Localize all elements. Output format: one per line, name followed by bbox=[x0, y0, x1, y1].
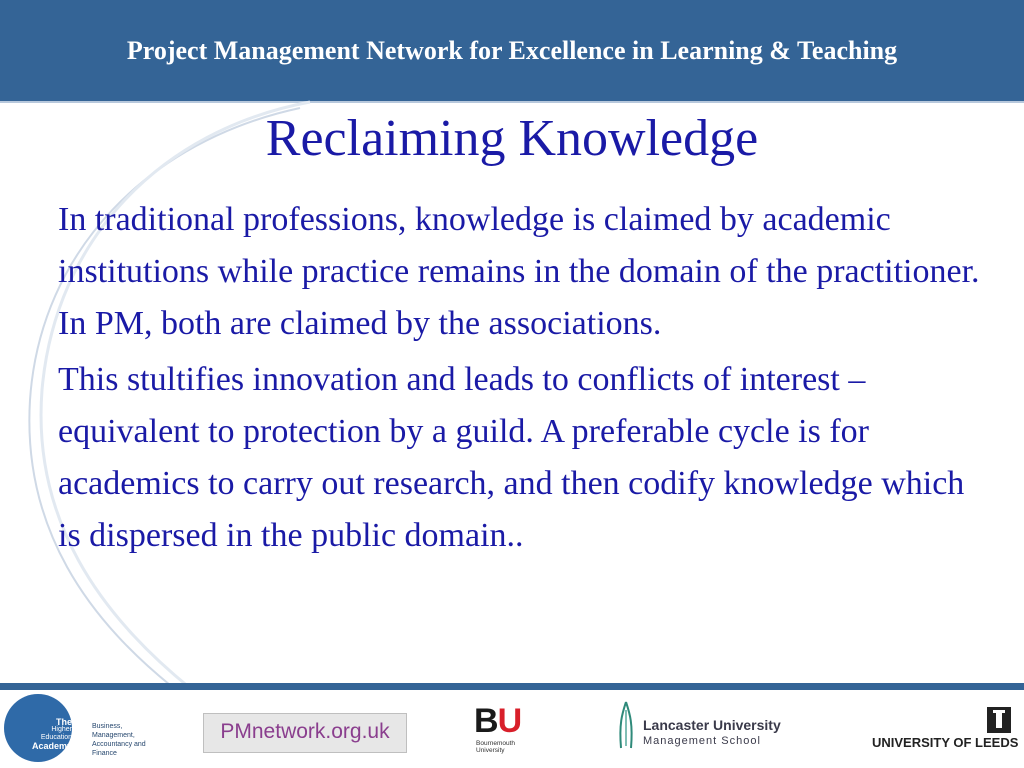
leeds-crest-icon bbox=[986, 706, 1012, 734]
subject-line: Finance bbox=[92, 750, 117, 757]
slide-title: Reclaiming Knowledge bbox=[265, 110, 759, 167]
lancaster-river-icon bbox=[613, 700, 639, 750]
subject-line: Accountancy and bbox=[92, 741, 146, 748]
lancaster-name: Lancaster University bbox=[643, 717, 781, 733]
hea-line: The bbox=[55, 717, 72, 727]
hea-line: Higher bbox=[51, 726, 72, 733]
hea-subject-centre bbox=[92, 722, 172, 758]
pmnetwork-logo bbox=[203, 713, 407, 753]
bournemouth-name bbox=[476, 740, 536, 754]
hea-line: Academy bbox=[31, 741, 72, 751]
subject-line: Business, bbox=[92, 723, 123, 730]
header-bar bbox=[0, 0, 1024, 103]
hea-line: Education bbox=[40, 734, 72, 741]
hea-logo-text bbox=[24, 718, 72, 750]
lancaster-sub: Management School bbox=[643, 735, 761, 747]
header-title: Project Management Network for Excellence in Learning & Teaching bbox=[126, 36, 898, 65]
bu-name-line: University bbox=[476, 747, 505, 754]
bu-mark-u: U bbox=[497, 702, 522, 740]
subject-line: Management, bbox=[92, 732, 135, 739]
footer-divider bbox=[0, 683, 1024, 690]
leeds-name: UNIVERSITY OF LEEDS bbox=[872, 735, 1019, 750]
body-paragraph: In traditional professions, knowledge is claimed by academic institutions while practice remains in the domain of the practitioner. In PM, both are claimed by the associations. bbox=[58, 201, 980, 342]
pmnetwork-text: PMnetwork.org.uk bbox=[220, 720, 390, 743]
bournemouth-university-logo bbox=[474, 703, 530, 739]
bu-mark-b: B bbox=[474, 702, 498, 740]
slide-body bbox=[58, 194, 993, 566]
bu-name-line: Bournemouth bbox=[476, 740, 516, 747]
body-paragraph: This stultifies innovation and leads to conflicts of interest – equivalent to protection by a guild. A preferable cycle is for academics to carry out research, and then codify knowledge which is dispersed in the public domain.. bbox=[58, 361, 965, 554]
